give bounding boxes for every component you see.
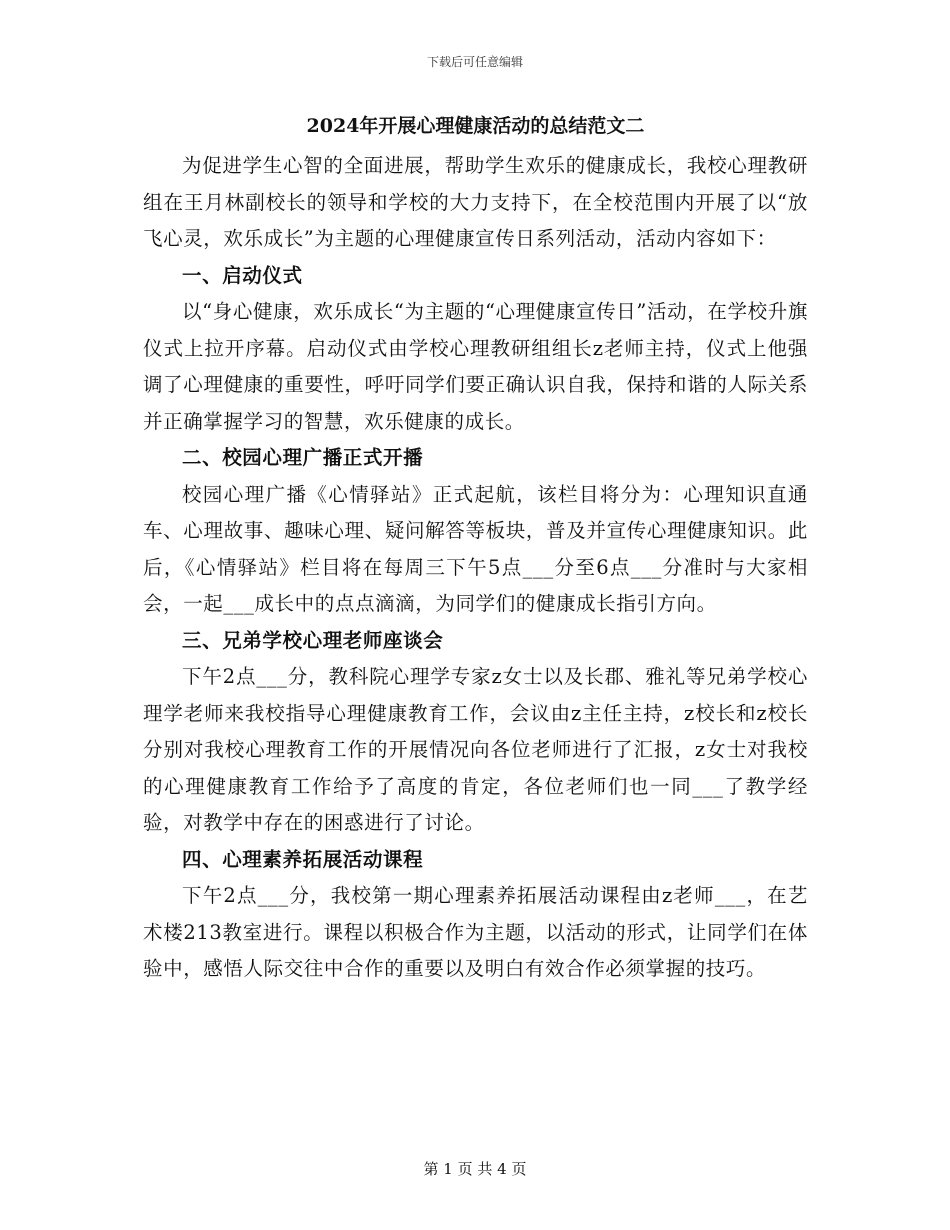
section-paragraph-2: 校园心理广播《心情驿站》正式起航，该栏目将分为：心理知识直通车、心理故事、趣味心理、疑问解答等板块，普及并宣传心理健康知识。此后，《心情驿站》栏目将在每周三下午5点___分至6点___分准时与大家相会，一起___成长中的点点滴滴，为同学们的健康成长指引方向。 — [143, 482, 808, 615]
intro-paragraph: 为促进学生心智的全面进展，帮助学生欢乐的健康成长，我校心理教研组在王月林副校长的领导和学校的大力支持下，在全校范围内开展了以“放飞心灵，欢乐成长”为主题的心理健康宣传日系列活动，活动内容如下： — [143, 154, 808, 250]
page-footer: 第 1 页 共 4 页 — [423, 1160, 527, 1178]
section-heading-1: 一、启动仪式 — [182, 263, 303, 287]
section-paragraph-3: 下午2点___分，教科院心理学专家z女士以及长郡、雅礼等兄弟学校心理学老师来我校指导心理健康教育工作，会议由z主任主持，z校长和z校长分别对我校心理教育工作的开展情况向各位老师进行了汇报，z女士对我校的心理健康教育工作给予了高度的肯定，各位老师们也一同___了教学经验，对教学中存在的困惑进行了讨论。 — [143, 665, 808, 834]
document-body — [143, 112, 808, 988]
section-heading-4: 四、心理素养拓展活动课程 — [182, 847, 424, 871]
section-paragraph-4: 下午2点___分，我校第一期心理素养拓展活动课程由z老师___，在艺术楼213教室进行。课程以积极合作为主题，以活动的形式，让同学们在体验中，感悟人际交往中合作的重要以及明白有效合作必须掌握的技巧。 — [143, 884, 808, 980]
section-heading-2: 二、校园心理广播正式开播 — [182, 446, 424, 469]
section-heading-3: 三、兄弟学校心理老师座谈会 — [182, 628, 444, 652]
header-note: 下载后可任意编辑 — [426, 55, 523, 69]
document-title: 2024年开展心理健康活动的总结范文二 — [306, 115, 645, 137]
section-paragraph-1: 以“身心健康，欢乐成长“为主题的“心理健康宣传日”活动，在学校升旗仪式上拉开序幕。启动仪式由学校心理教研组组长z老师主持，仪式上他强调了心理健康的重要性，呼吁同学们要正确认识自我，保持和谐的人际关系并正确掌握学习的智慧，欢乐健康的成长。 — [143, 300, 808, 433]
